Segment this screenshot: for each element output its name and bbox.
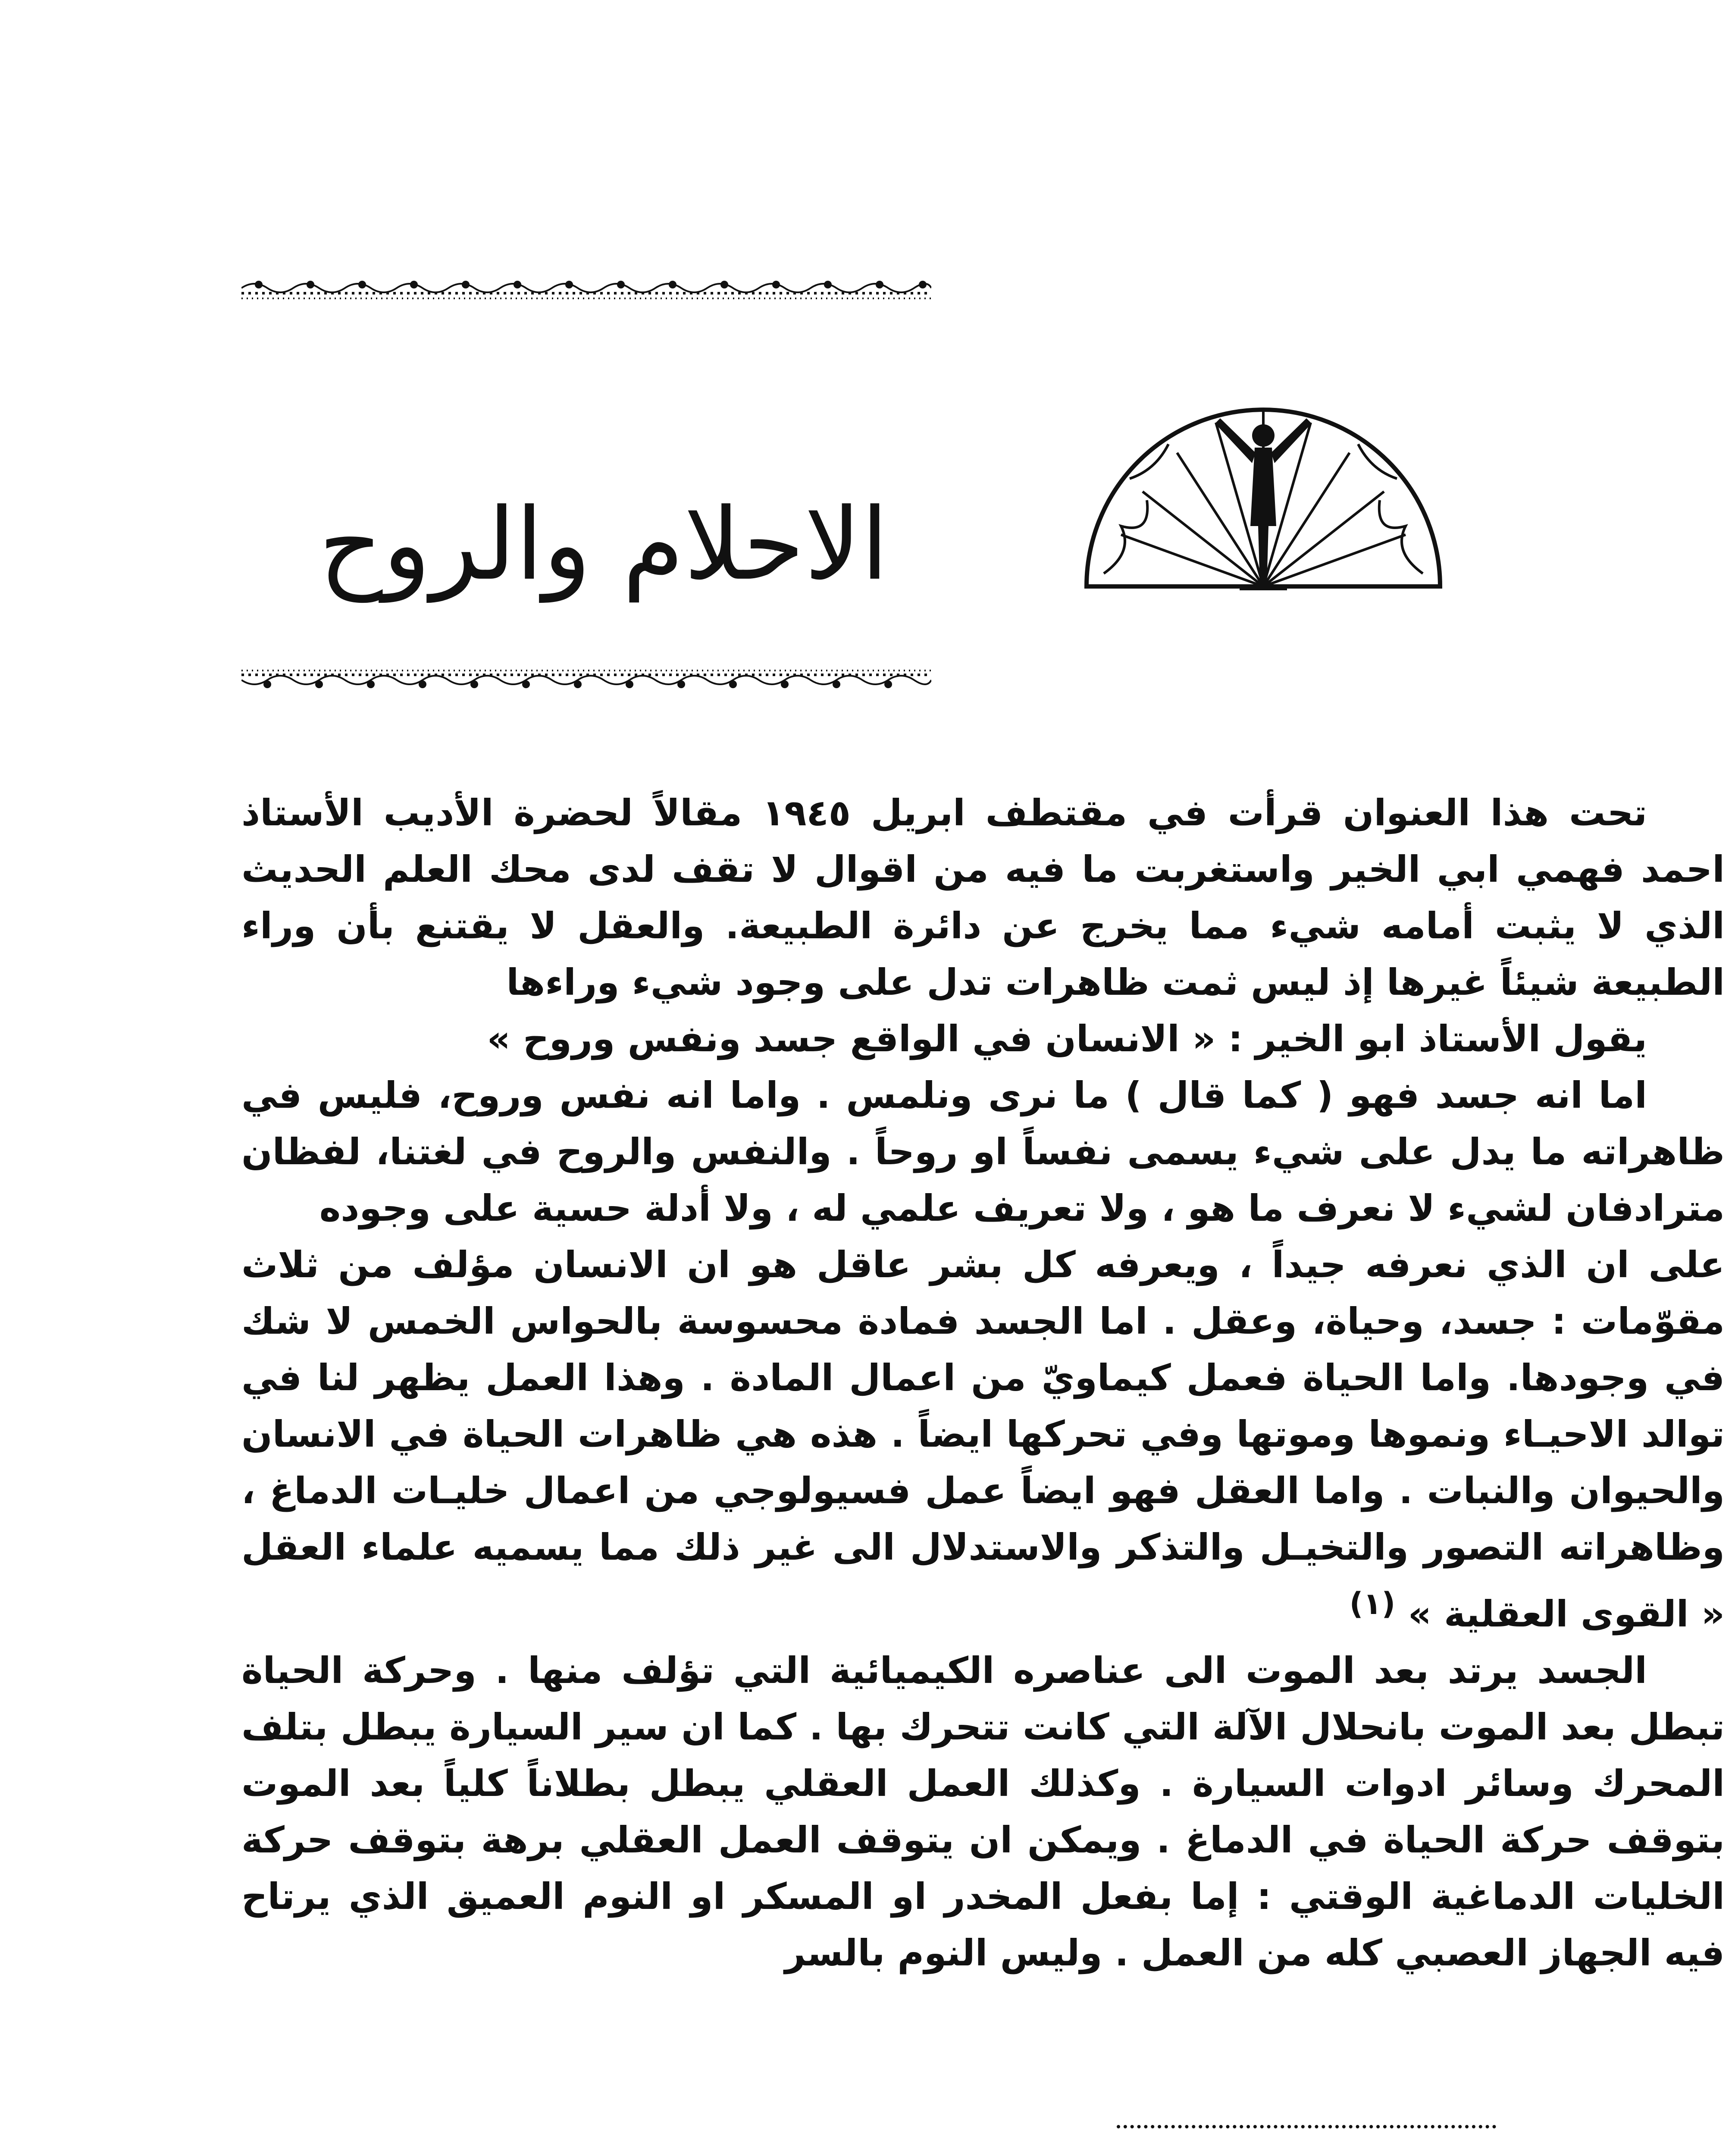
paragraph-4-text: على ان الذي نعرفه جيداً ، ويعرفه كل بشر عاقل هو ان الانسان مؤلف من ثلاث مقوّمات : جسد، وحياة، وعقل . اما الجسد فمادة محسوسة بالحواس الخمس لا شك في وجودها. واما الحياة فعمل كيماويّ من اعمال المادة . وهذا العمل يظهر لنا في توالد الاحيـاء ونموها وموتها وفي تحركها ايضاً . هذه هي ظاهرات الحياة في الانسان والحيوان والنبات . واما العقل فهو ايضاً عمل فسيولوجي من اعمال خليـات الدماغ ، وظاهراته التصور والتخيـل والتذكر والاستدلال الى غير ذلك مما يسميه علماء العقل « القوى العقلية » xyxy=(241,1244,1725,1635)
article-body xyxy=(241,785,1725,1981)
chapter-title: الاحلام والروح xyxy=(319,487,889,603)
paragraph-3: اما انه جسد فهو ( كما قال ) ما نرى ونلمس . واما انه نفس وروح، فليس في ظاهراته ما يدل على شيء يسمى نفساً او روحاً . والنفس والروح في لغتنا، لفظان مترادفان لشيء لا نعرف ما هو ، ولا تعريف علمي له ، ولا أدلة حسية على وجوده xyxy=(241,1074,1725,1229)
sunburst-figure-vignette-icon xyxy=(1069,371,1457,595)
paragraph-2: يقول الأستاذ ابو الخير : « الانسان في الواقع جسد ونفس وروح » xyxy=(487,1018,1647,1060)
footnote-divider xyxy=(1117,2125,1496,2128)
dotted-flourish-rule-icon xyxy=(241,272,931,302)
paragraph-5: الجسد يرتد بعد الموت الى عناصره الكيميائية التي تؤلف منها . وحركة الحياة تبطل بعد الموت بانحلال الآلة التي كانت تتحرك بها . كما ان سير السيارة يبطل بتلف المحرك وسائر ادوات السيارة . وكذلك العمل العقلي يبطل بطلاناً كلياً بعد الموت بتوقف حركة الحياة في الدماغ . ويمكن ان يتوقف العمل العقلي برهة بتوقف حركة الخليات الدماغية الوقتي : إما بفعل المخدر او المسكر او النوم العميق الذي يرتاح فيه الجهاز العصبي كله من العمل . وليس النوم بالسر xyxy=(241,1649,1725,1974)
paragraph-4 xyxy=(241,1237,1725,1642)
paragraph-1: تحت هذا العنوان قرأت في مقتطف ابريل ١٩٤٥ مقالاً لحضرة الأديب الأستاذ احمد فهمي ابي الخير واستغربت ما فيه من اقوال لا تقف لدى محك العلم الحديث الذي لا يثبت أمامه شيء مما يخرج عن دائرة الطبيعة. والعقل لا يقتنع بأن وراء الطبيعة شيئاً غيرها إذ ليس ثمت ظاهرات تدل على وجود شيء وراءها xyxy=(241,792,1725,1003)
footnote-reference: (١) xyxy=(1349,1586,1396,1621)
dotted-flourish-rule-icon xyxy=(241,666,931,696)
